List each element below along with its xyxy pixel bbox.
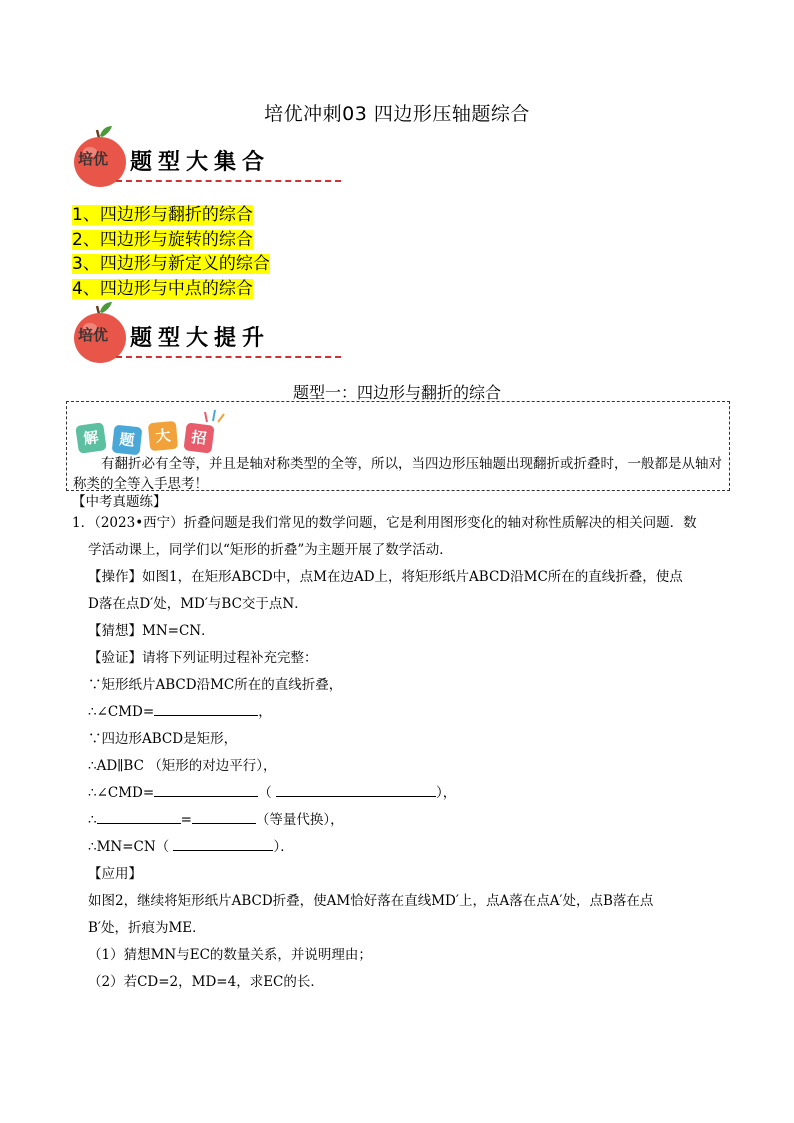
operation: 【操作】如图1，在矩形ABCD中，点M在边AD上，将矩形纸片ABCD沿MC所在的直线折叠，使点 bbox=[88, 569, 683, 585]
tip-tile: 招 bbox=[183, 422, 214, 453]
banner-question-types bbox=[72, 124, 352, 194]
page-title: 培优冲刺03 四边形压轴题综合 bbox=[264, 103, 530, 125]
proof-step: ∵矩形纸片ABCD沿MC所在的直线折叠， bbox=[88, 677, 343, 693]
tip-tile: 大 bbox=[148, 421, 178, 451]
proof-step: ∴∠CMD= （ ）， bbox=[72, 780, 732, 807]
operation: D落在点D′处，MD′与BC交于点N． bbox=[88, 596, 308, 612]
answer-blank[interactable] bbox=[276, 781, 436, 797]
answer-blank[interactable] bbox=[173, 835, 273, 851]
problem-1 bbox=[72, 510, 732, 996]
answer-blank[interactable] bbox=[154, 781, 258, 797]
tip-tiles bbox=[77, 408, 227, 454]
sub-question: （2）若CD=2，MD=4，求EC的长． bbox=[88, 974, 324, 990]
proof-step: ∴MN=CN（ ）． bbox=[72, 834, 732, 861]
tip-tile: 题 bbox=[112, 425, 143, 456]
divider bbox=[116, 356, 341, 358]
toc-item[interactable]: 2、四边形与旋转的综合 bbox=[72, 229, 253, 250]
banner-label: 题型大提升 bbox=[130, 325, 271, 351]
proof-step: ∵四边形ABCD是矩形， bbox=[88, 731, 238, 747]
apple-label: 培优 bbox=[78, 150, 109, 168]
proof-step: ∴∠CMD= ， bbox=[72, 699, 732, 726]
conjecture: 【猜想】MN=CN． bbox=[88, 623, 215, 639]
banner-label: 题型大集合 bbox=[130, 149, 271, 175]
sub-question: （1）猜想MN与EC的数量关系，并说明理由； bbox=[88, 947, 372, 963]
toc-item[interactable]: 3、四边形与新定义的综合 bbox=[72, 254, 270, 274]
toc-list bbox=[72, 203, 270, 301]
problem-intro: 学活动课上，同学们以“矩形的折叠”为主题开展了数学活动． bbox=[88, 542, 453, 558]
application: 如图2，继续将矩形纸片ABCD折叠，使AM恰好落在直线MD′上，点A落在点A′处，点B落在点 bbox=[88, 893, 654, 909]
application: B′处，折痕为ME． bbox=[88, 920, 206, 936]
banner-question-improve bbox=[72, 300, 352, 370]
answer-blank[interactable] bbox=[97, 808, 181, 824]
proof-step: ∴ = （等量代换）， bbox=[72, 807, 732, 834]
divider bbox=[116, 180, 341, 182]
verify-header: 【验证】请将下列证明过程补充完整： bbox=[88, 650, 318, 666]
section-title: 题型一：四边形与翻折的综合 bbox=[292, 383, 501, 402]
tip-tile: 解 bbox=[75, 422, 107, 454]
toc-item[interactable]: 4、四边形与中点的综合 bbox=[72, 278, 253, 299]
toc-item[interactable]: 1、四边形与翻折的综合 bbox=[72, 205, 253, 225]
apply-header: 【应用】 bbox=[88, 866, 142, 882]
answer-blank[interactable] bbox=[154, 700, 258, 716]
tip-text: 有翻折必有全等，并且是轴对称类型的全等，所以，当四边形压轴题出现翻折或折叠时，一般都是从轴对称类的全等入手思考！ bbox=[73, 456, 722, 492]
practice-header: 【中考真题练】 bbox=[72, 494, 167, 510]
apple-label: 培优 bbox=[78, 326, 109, 344]
tip-box bbox=[66, 401, 730, 491]
sparkle-icon bbox=[203, 408, 227, 424]
problem-intro: 1．（2023•西宁）折叠问题是我们常见的数学问题，它是利用图形变化的轴对称性质解决的相关问题．数 bbox=[72, 515, 697, 531]
answer-blank[interactable] bbox=[192, 808, 256, 824]
proof-step: ∴AD∥BC （矩形的对边平行）， bbox=[88, 758, 277, 774]
